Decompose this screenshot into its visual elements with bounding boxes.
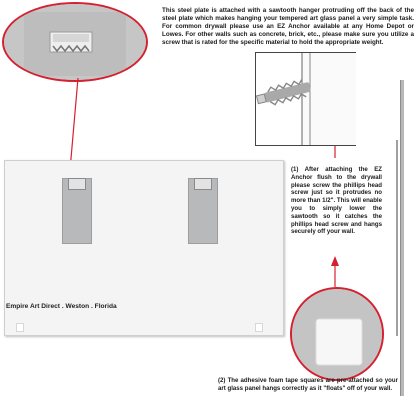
step-2-text: (2) The adhesive foam tape squares are pre-attached so your art glass panel hangs correctly as it "floats" off of your wall. (218, 377, 398, 392)
sawtooth-hanger-left (68, 178, 86, 190)
sawtooth-hanger-right (194, 178, 212, 190)
wall-edge (400, 80, 404, 396)
company-credit: Empire Art Direct . Weston . Florida (6, 303, 117, 310)
description-text: This steel plate is attached with a sawtooth hanger protruding off the back of the steel plate which makes hanging your tempered art glass panel a very simple task. For common drywall please use an EZ Anchor available at any Home Depot or Lowes. For other walls such as concrete, brick, etc., please make sure you utilize a screw that is rated for the specific material to hold the appropriate weight. (162, 7, 414, 47)
anchor-screw-illustration (256, 53, 356, 145)
panel-side-edge (396, 140, 398, 336)
anchor-screw-inset (255, 52, 356, 146)
foam-pad-right (255, 323, 263, 332)
foam-pad-left (16, 323, 24, 332)
foam-pad-closeup-circle (290, 287, 384, 381)
foam-pad-closeup-illustration (292, 289, 382, 379)
step-1-text: (1) After attaching the EZ Anchor flush to the drywall please screw the phillips head screw just so it protrudes no more than 1/2". This will enable you to simply lower the sawtooth so it catches the phillips head screw and hangs securely off your wall. (291, 166, 382, 236)
